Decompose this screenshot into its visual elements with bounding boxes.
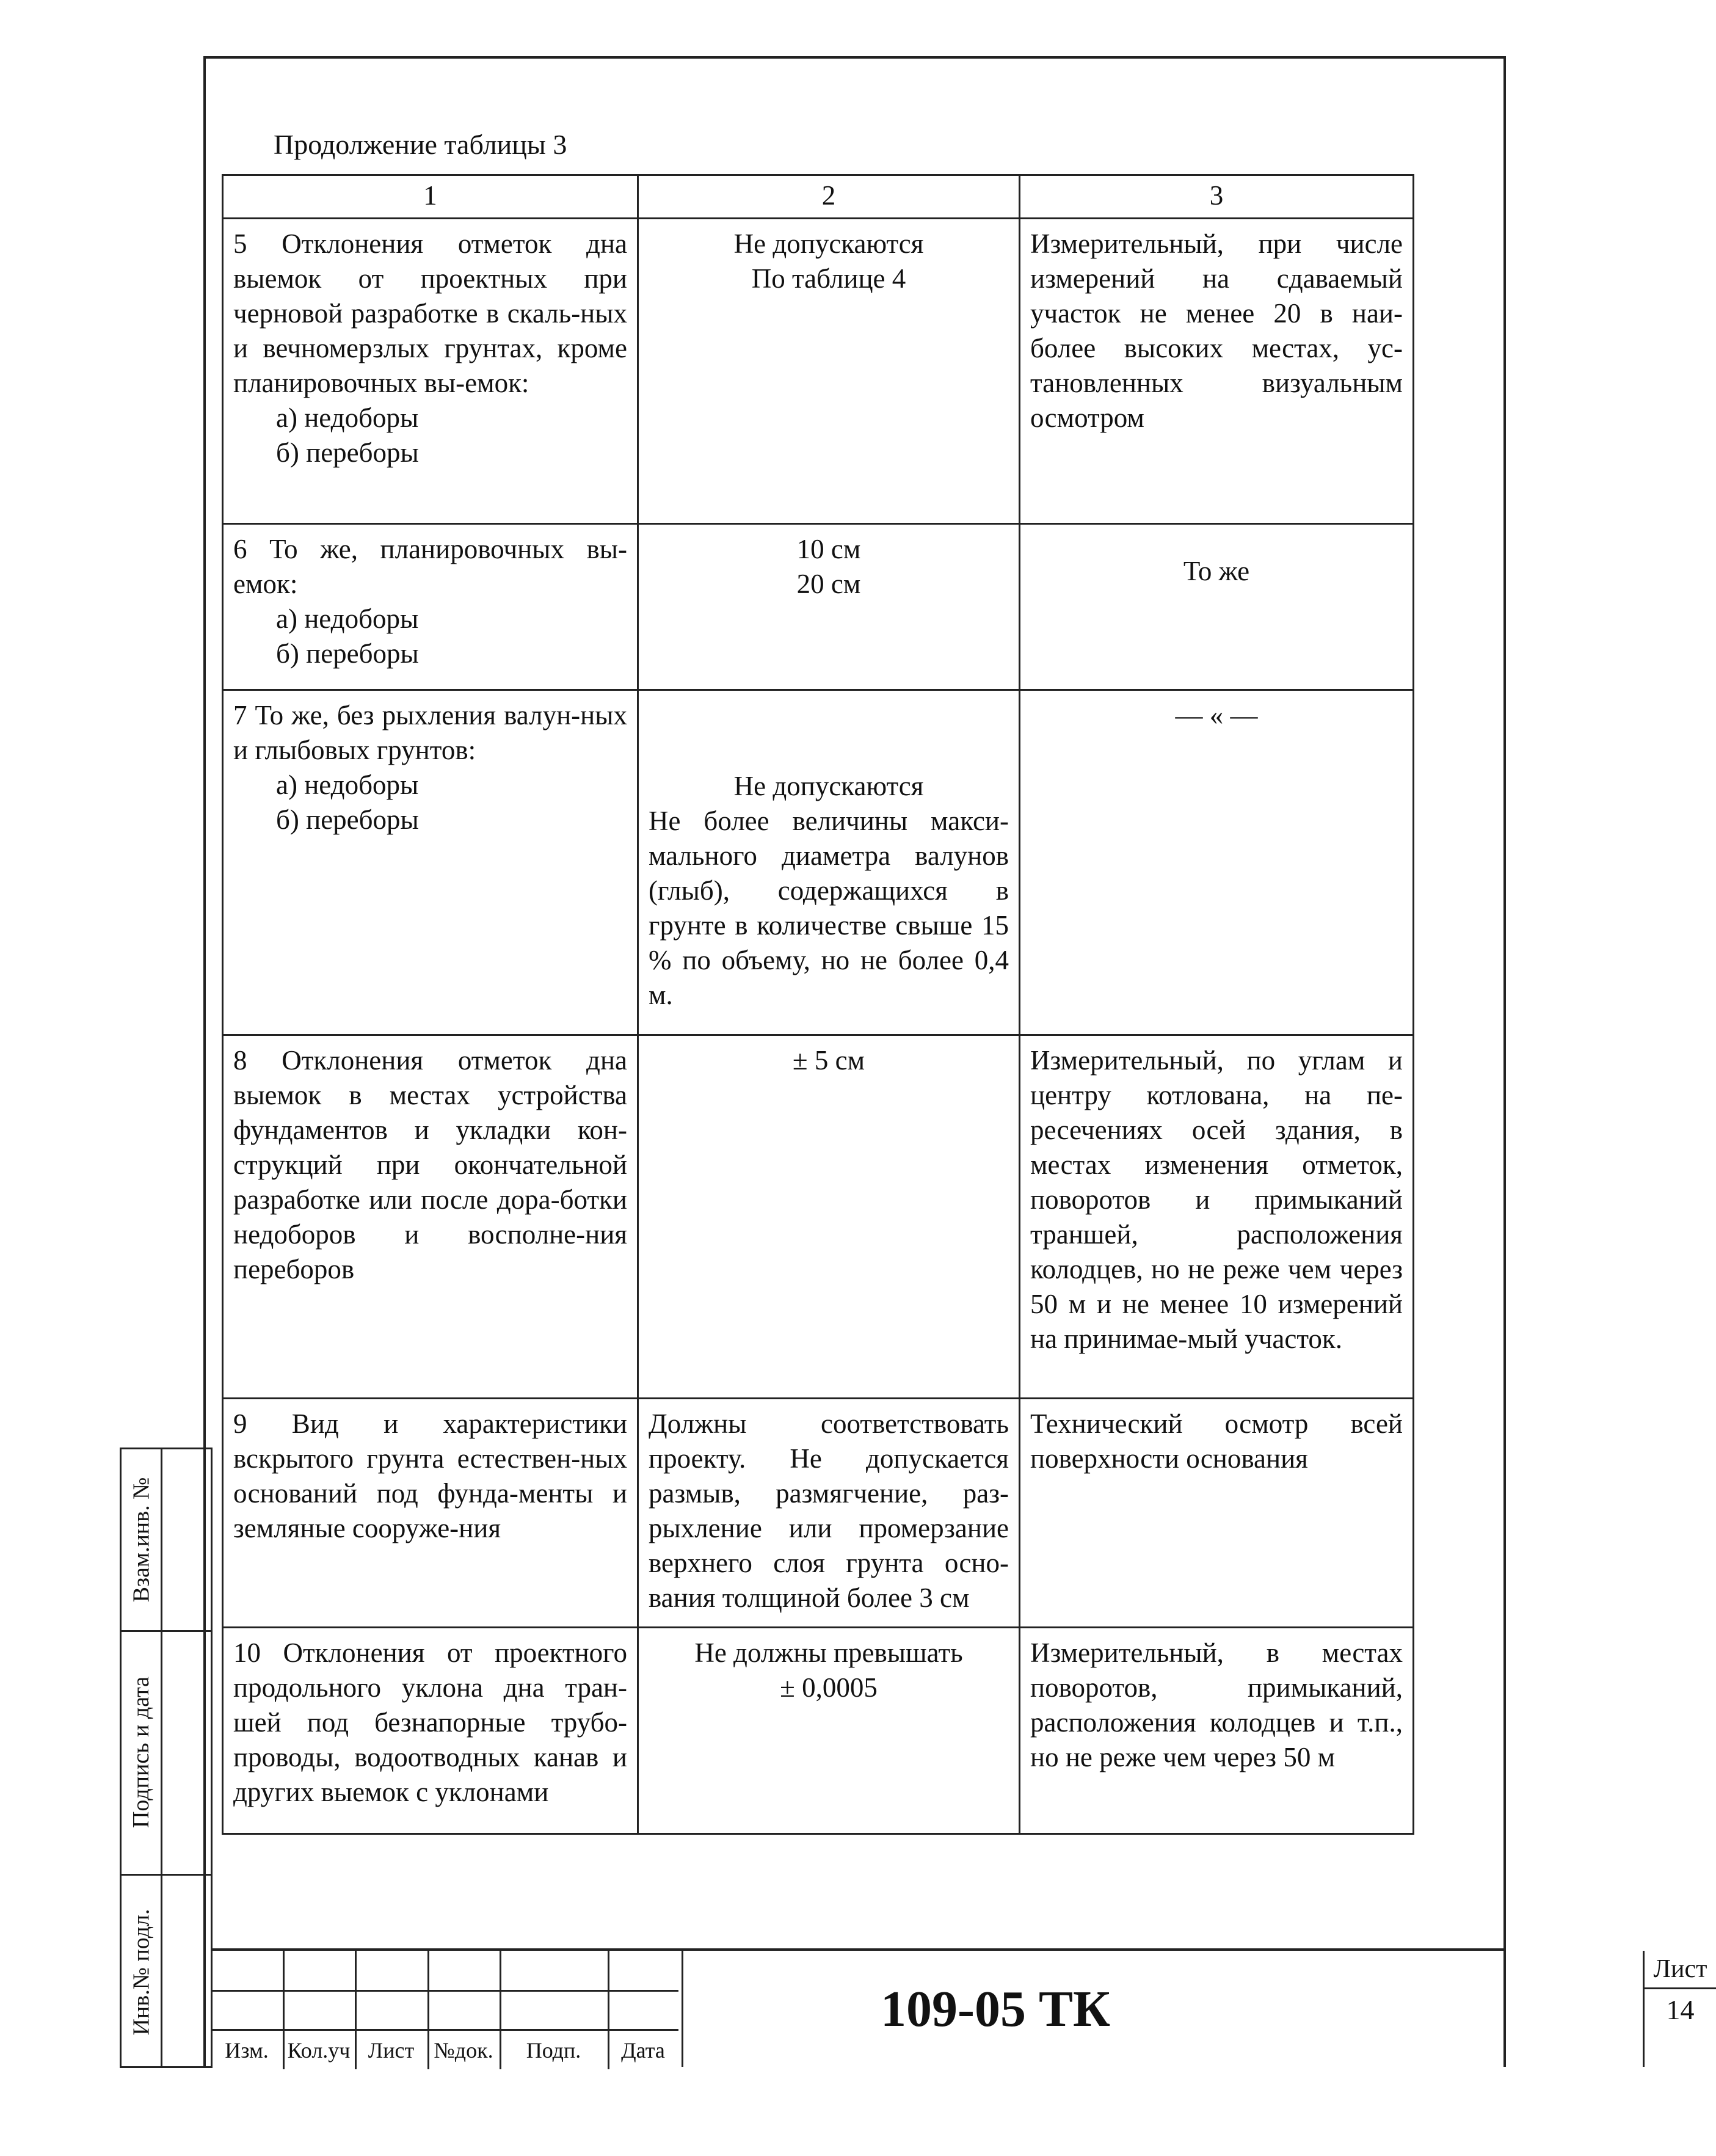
side-stamp-divider: [161, 1449, 162, 2066]
revision-grid: [211, 1951, 678, 2069]
side-stamp: [120, 1448, 213, 2068]
tolerance-cell: [638, 690, 1020, 1035]
tolerance-text: 10 см: [796, 534, 861, 564]
column-label-sheet: Лист: [368, 2038, 415, 2063]
tolerance-text: Не допускаются: [733, 228, 924, 259]
criterion-cell: [223, 524, 638, 690]
tolerance-text: 20 см: [796, 569, 861, 599]
tolerance-cell: [638, 1628, 1020, 1834]
column-label-signature: Подп.: [526, 2038, 581, 2063]
table-row: [223, 690, 1414, 1035]
method-cell: — « —: [1020, 690, 1414, 1035]
sheet-box: [1643, 1951, 1716, 2067]
header-cell-2: 2: [638, 175, 1020, 219]
tolerance-text: Не должны превышать: [694, 1637, 963, 1668]
table-row: [223, 524, 1414, 690]
criterion-text: 5 Отклонения отметок дна выемок от проектных при черновой разработке в скаль-ных и вечномерзлых грунтах, кроме планировочных вы-емок:: [233, 228, 627, 398]
grid-line: [211, 1990, 678, 1992]
sheet-label: Лист: [1645, 1951, 1716, 1989]
tolerance-text: По таблице 4: [751, 263, 906, 294]
table-row: [223, 1628, 1414, 1834]
tolerance-cell: ± 5 см: [638, 1035, 1020, 1399]
criterion-item: а) недоборы: [276, 402, 419, 433]
criterion-item: а) недоборы: [276, 603, 419, 634]
sheet-number: 14: [1666, 1994, 1695, 2025]
table-caption: Продолжение таблицы 3: [274, 129, 567, 160]
criterion-cell: 8 Отклонения отметок дна выемок в местах устройства фундаментов и укладки кон-струкций при окончательной разработке или после дора-ботки недоборов и восполне-ния переборов: [223, 1035, 638, 1399]
table-header-row: [223, 175, 1414, 219]
method-cell: Технический осмотр всей поверхности основания: [1020, 1399, 1414, 1628]
table-row: [223, 1035, 1414, 1399]
method-cell: То же: [1020, 524, 1414, 690]
tolerance-title: Не допускаются: [733, 771, 924, 801]
signature-date-label: Подпись и дата: [128, 1676, 155, 1828]
criterion-cell: [223, 690, 638, 1035]
criterion-text: 6 То же, планировочных вы-емок:: [233, 534, 627, 599]
title-block-divider: [682, 1948, 683, 2067]
tolerance-text: ± 0,0005: [780, 1672, 878, 1703]
original-inventory-label: Инв.№ подл.: [128, 1908, 155, 2036]
criterion-item: б) переборы: [276, 804, 419, 835]
tolerance-text: Не более величины макси-мального диаметра валунов (глыб), содержащихся в грунте в количестве свыше 15 % по объему, но не более 0,4 м.: [649, 806, 1009, 1010]
column-label-change: Изм.: [225, 2038, 269, 2063]
criterion-cell: 10 Отклонения от проектного продольного уклона дна тран-шей под безнапорные трубо-проводы, водоотводных канав и других выемок с уклонами: [223, 1628, 638, 1834]
tolerance-cell: [638, 219, 1020, 524]
document-code: 109-05 ТК: [881, 1980, 1110, 2038]
tolerance-cell: [638, 524, 1020, 690]
requirements-table: [222, 174, 1414, 1835]
table-row: [223, 1399, 1414, 1628]
tolerance-cell: Должны соответствовать проекту. Не допускается размыв, размягчение, раз-рыхление или промерзание верхнего слоя грунта осно-вания толщиной более 3 см: [638, 1399, 1020, 1628]
criterion-cell: 9 Вид и характеристики вскрытого грунта естествен-ных оснований под фунда-менты и земляные сооруже-ния: [223, 1399, 638, 1628]
table-row: [223, 219, 1414, 524]
replaced-inventory-label: Взам.инв. №: [128, 1477, 155, 1603]
grid-line: [211, 2029, 678, 2031]
criterion-item: б) переборы: [276, 638, 419, 669]
criterion-cell: [223, 219, 638, 524]
header-cell-1: 1: [223, 175, 638, 219]
column-label-doc: №док.: [434, 2038, 493, 2063]
column-label-count: Кол.уч: [287, 2038, 351, 2063]
title-block: [211, 1948, 1707, 2067]
criterion-text: 7 То же, без рыхления валун-ных и глыбовых грунтов:: [233, 700, 627, 765]
method-cell: Измерительный, при числе измерений на сдаваемый участок не менее 20 в наи-более высоких местах, ус-тановленных визуальным осмотром: [1020, 219, 1414, 524]
method-cell: Измерительный, по углам и центру котлована, на пе-ресечениях осей здания, в местах изменения отметок, поворотов и примыканий траншей, расположения колодцев, но не реже чем через 50 м и не менее 10 измерений на принимае-мый участок.: [1020, 1035, 1414, 1399]
column-label-date: Дата: [621, 2038, 665, 2063]
header-cell-3: 3: [1020, 175, 1414, 219]
criterion-item: а) недоборы: [276, 770, 419, 800]
method-cell: Измерительный, в местах поворотов, примыканий, расположения колодцев и т.п., но не реже чем через 50 м: [1020, 1628, 1414, 1834]
criterion-item: б) переборы: [276, 437, 419, 468]
